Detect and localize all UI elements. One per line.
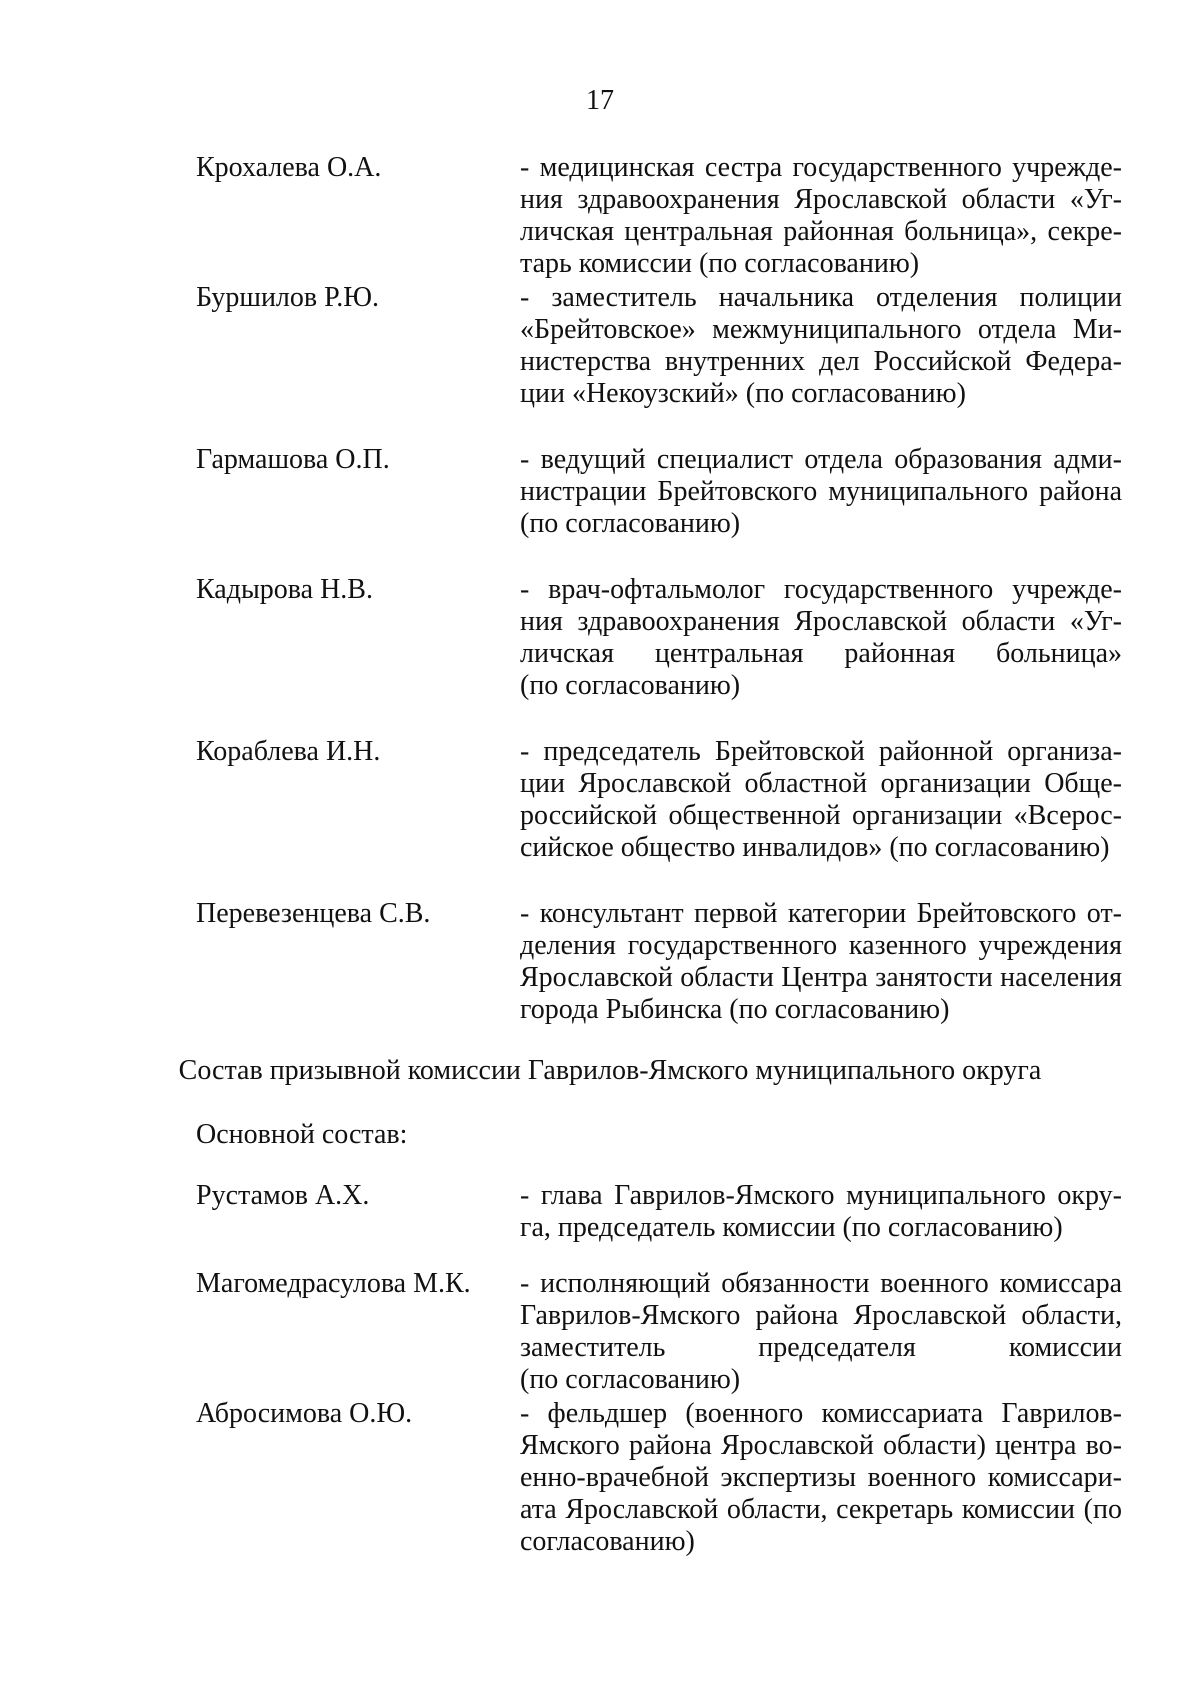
description-line: - глава Гаврилов-Ямского муниципального окру-	[520, 1180, 1122, 1211]
description-line: ния здравоохранения Ярославской области «Уг-	[520, 184, 1122, 215]
member-description	[520, 898, 1122, 1026]
description-line: - ведущий специалист отдела образования адми-	[520, 444, 1122, 475]
description-line: (по согласованию)	[520, 670, 741, 701]
description-line: ции Ярославской областной организации Обще-	[520, 768, 1122, 799]
description-line: енно-врачебной экспертизы военного комиссари-	[520, 1462, 1122, 1493]
member-description	[520, 1398, 1122, 1558]
member-description	[520, 282, 1122, 410]
member-description	[520, 1180, 1122, 1244]
subheading: Основной состав:	[196, 1119, 408, 1150]
member-description	[520, 736, 1122, 864]
description-line: (по согласованию)	[520, 508, 741, 539]
description-line: Ямского района Ярославской области) центра во-	[520, 1430, 1122, 1461]
member-name: Абросимова О.Ю.	[196, 1398, 413, 1429]
description-line: нистрации Брейтовского муниципального района	[520, 476, 1122, 507]
member-description	[520, 152, 1122, 280]
description-line: - медицинская сестра государственного учрежде-	[520, 152, 1122, 183]
description-line: нистерства внутренних дел Российской Федера-	[520, 346, 1122, 377]
description-line: - исполняющий обязанности военного комиссара	[520, 1268, 1122, 1299]
description-line: личская центральная районная больница», секре-	[520, 216, 1122, 247]
description-line: деления государственного казенного учреждения	[520, 930, 1122, 961]
description-line: Гаврилов-Ямского района Ярославской области,	[520, 1300, 1122, 1331]
description-line: ата Ярославской области, секретарь комиссии (по	[520, 1494, 1122, 1525]
member-description	[520, 574, 1122, 702]
description-line: ния здравоохранения Ярославской области «Уг-	[520, 606, 1122, 637]
description-line: заместитель председателя комиссии	[520, 1332, 1122, 1363]
member-name: Рустамов А.Х.	[196, 1180, 370, 1211]
member-description	[520, 1268, 1122, 1396]
description-line: личская центральная районная больница»	[520, 638, 1122, 669]
description-line: согласованию)	[520, 1526, 695, 1557]
description-line: - фельдшер (военного комиссариата Гаврилов-	[520, 1398, 1122, 1429]
description-line: сийское общество инвалидов» (по согласованию)	[520, 832, 1110, 863]
description-line: - заместитель начальника отделения полиции	[520, 282, 1122, 313]
description-line: - консультант первой категории Брейтовского от-	[520, 898, 1122, 929]
section-title: Состав призывной комиссии Гаврилов-Ямского муниципального округа	[178, 1055, 1042, 1086]
description-line: - врач-офтальмолог государственного учрежде-	[520, 574, 1122, 605]
member-description	[520, 444, 1122, 540]
description-line: ции «Некоузский» (по согласованию)	[520, 378, 966, 409]
description-line: «Брейтовское» межмуниципального отдела Ми-	[520, 314, 1122, 345]
member-name: Гармашова О.П.	[196, 444, 390, 475]
description-line: российской общественной организации «Всерос-	[520, 800, 1122, 831]
member-name: Кораблева И.Н.	[196, 736, 381, 767]
description-line: Ярославской области Центра занятости населения	[520, 962, 1122, 993]
member-name: Магомедрасулова М.К.	[196, 1268, 471, 1299]
page-number: 17	[586, 85, 614, 116]
member-name: Буршилов Р.Ю.	[196, 282, 379, 313]
description-line: города Рыбинска (по согласованию)	[520, 994, 950, 1025]
member-name: Кадырова Н.В.	[196, 574, 373, 605]
description-line: га, председатель комиссии (по согласованию)	[520, 1212, 1063, 1243]
member-name: Перевезенцева С.В.	[196, 898, 431, 929]
member-name: Крохалева О.А.	[196, 152, 382, 183]
description-line: - председатель Брейтовской районной организа-	[520, 736, 1122, 767]
description-line: (по согласованию)	[520, 1364, 741, 1395]
description-line: тарь комиссии (по согласованию)	[520, 248, 920, 279]
